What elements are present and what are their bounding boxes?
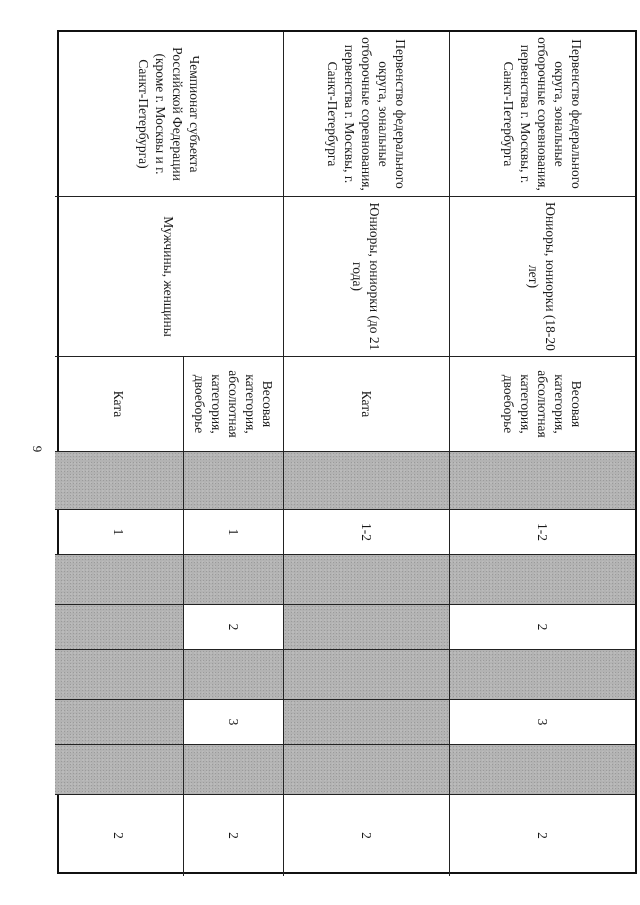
value-cell: 1 bbox=[55, 510, 183, 555]
rotated-page bbox=[57, 30, 637, 874]
value-cell bbox=[55, 700, 183, 745]
value-cell: 2 bbox=[111, 832, 127, 839]
discipline-cell: Ката bbox=[55, 357, 183, 452]
value-cell bbox=[55, 650, 183, 700]
value-cell bbox=[183, 650, 283, 700]
value-cell bbox=[55, 745, 183, 795]
value-cell: 2 bbox=[183, 605, 283, 650]
competition-cell: Первенство федерального округа, зональные отборочные соревнования, первенства г. Москвы, г. Санкт-Петербурга bbox=[449, 32, 635, 197]
age-group-cell: Мужчины, женщины bbox=[55, 197, 283, 357]
value-cell: 1-2 bbox=[283, 510, 449, 555]
value-cell bbox=[183, 555, 283, 605]
value-cell: 2 bbox=[183, 795, 283, 876]
value-cell bbox=[55, 605, 183, 650]
value-cell bbox=[283, 555, 449, 605]
value-cell: 3 bbox=[183, 700, 283, 745]
discipline-cell: Весовая категория, абсолютная категория, двоеборье bbox=[449, 357, 635, 452]
results-table bbox=[57, 30, 637, 874]
competition-cell: Первенство федерального округа, зональные отборочные соревнования, первенства г. Москвы, г. Санкт-Петербурга bbox=[283, 32, 449, 197]
value-cell: 2 bbox=[449, 605, 635, 650]
value-cell bbox=[55, 452, 183, 510]
value-cell bbox=[283, 745, 449, 795]
value-cell bbox=[283, 605, 449, 650]
age-group-cell: Юниоры, юниорки (18-20 лет) bbox=[449, 197, 635, 357]
discipline-cell: Весовая категория, абсолютная категория, двоеборье bbox=[183, 357, 283, 452]
value-cell bbox=[449, 745, 635, 795]
value-cell: 1 bbox=[183, 510, 283, 555]
value-cell: 2 bbox=[449, 795, 635, 876]
value-cell bbox=[449, 452, 635, 510]
page-number: 9 bbox=[30, 445, 45, 453]
value-cell bbox=[183, 745, 283, 795]
value-cell bbox=[449, 650, 635, 700]
value-cell bbox=[55, 555, 183, 605]
discipline-cell: Ката bbox=[283, 357, 449, 452]
value-cell: 1-2 bbox=[449, 510, 635, 555]
competition-cell: Чемпионат субъекта Российской Федерации (кроме г. Москвы и г. Санкт-Петербурга) bbox=[55, 32, 283, 197]
value-cell: 2 bbox=[283, 795, 449, 876]
value-cell bbox=[283, 700, 449, 745]
age-group-cell: Юниоры, юниорки (до 21 года) bbox=[283, 197, 449, 357]
value-cell bbox=[283, 650, 449, 700]
value-cell: 3 bbox=[449, 700, 635, 745]
value-cell bbox=[283, 452, 449, 510]
value-cell bbox=[449, 555, 635, 605]
value-cell bbox=[183, 452, 283, 510]
